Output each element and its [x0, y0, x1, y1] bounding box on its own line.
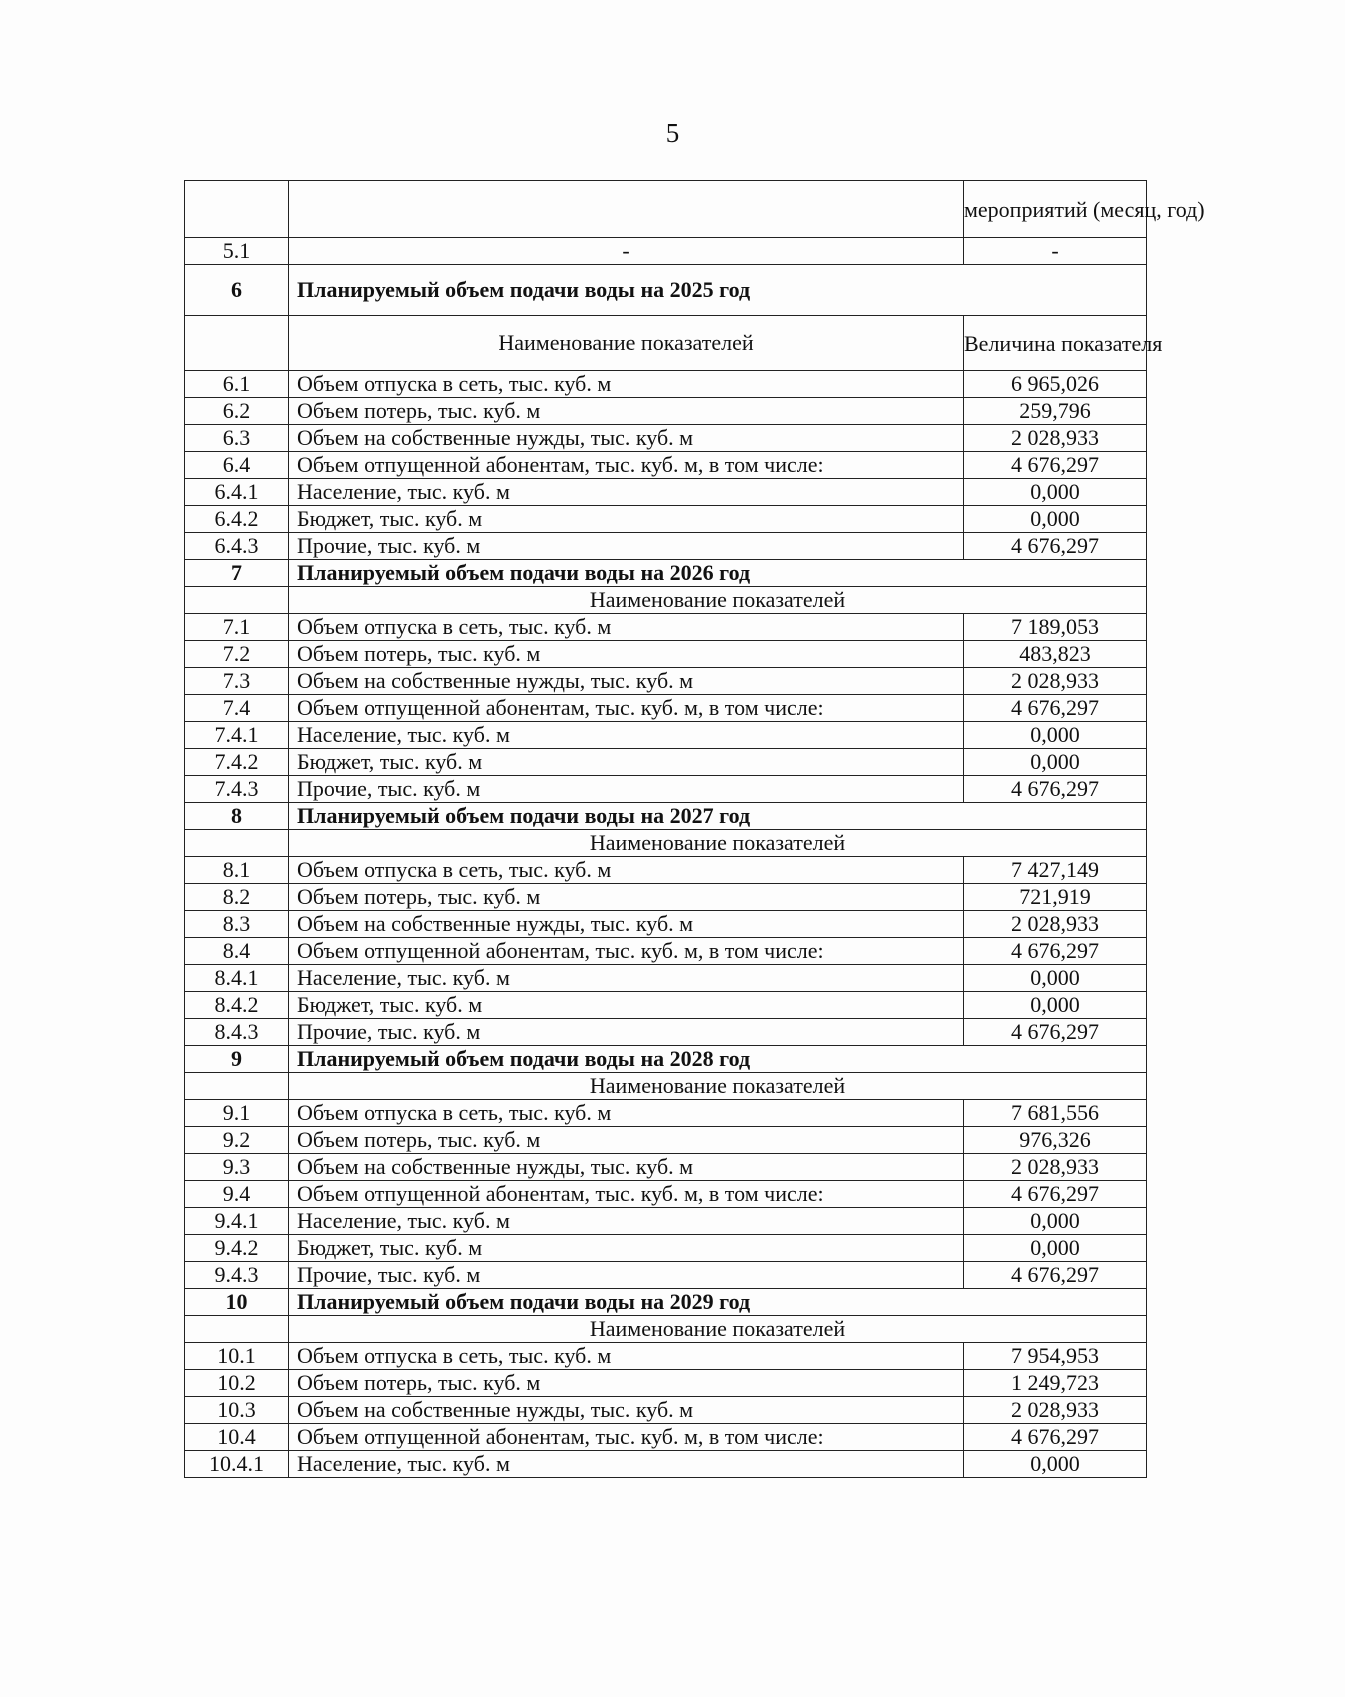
row-value: 2 028,933 — [964, 425, 1147, 452]
row-number: 6.4.2 — [185, 506, 289, 533]
row-name: Объем отпущенной абонентам, тыс. куб. м, в том числе: — [289, 1424, 964, 1451]
row-value: 0,000 — [964, 722, 1147, 749]
table-row — [185, 533, 1147, 560]
row-name: Население, тыс. куб. м — [289, 722, 964, 749]
table-row — [185, 1370, 1147, 1397]
water-supply-table — [184, 180, 1205, 1478]
row-number: 7.1 — [185, 614, 289, 641]
row-name: Объем потерь, тыс. куб. м — [289, 1370, 964, 1397]
table-row — [185, 884, 1147, 911]
row-name: Прочие, тыс. куб. м — [289, 1019, 964, 1046]
row-name: Прочие, тыс. куб. м — [289, 776, 964, 803]
row-number: 10.2 — [185, 1370, 289, 1397]
row-value: 7 954,953 — [964, 1343, 1147, 1370]
table-row — [185, 1208, 1147, 1235]
row-name: Население, тыс. куб. м — [289, 479, 964, 506]
row-name: Объем отпущенной абонентам, тыс. куб. м, в том числе: — [289, 452, 964, 479]
section-title-row — [185, 803, 1147, 830]
row-number: 7.4.2 — [185, 749, 289, 776]
name-header: Наименование показателей — [289, 830, 1147, 857]
row-number: 9.1 — [185, 1100, 289, 1127]
row-number: 7.3 — [185, 668, 289, 695]
row-name: Объем потерь, тыс. куб. м — [289, 1127, 964, 1154]
row-name: Объем отпуска в сеть, тыс. куб. м — [289, 1100, 964, 1127]
value-header: Величина показателя — [964, 316, 1147, 371]
row-name: Объем отпуска в сеть, тыс. куб. м — [289, 1343, 964, 1370]
section-title-row — [185, 1046, 1147, 1073]
row-value: 4 676,297 — [964, 1424, 1147, 1451]
table-row — [185, 857, 1147, 884]
row-value: 4 676,297 — [964, 533, 1147, 560]
table-row — [185, 776, 1147, 803]
section-title: Планируемый объем подачи воды на 2026 год — [289, 560, 1147, 587]
table-row — [185, 1154, 1147, 1181]
row-name: Объем отпуска в сеть, тыс. куб. м — [289, 371, 964, 398]
row-value: 4 676,297 — [964, 695, 1147, 722]
deadline-header: мероприятий (месяц, год) — [964, 181, 1147, 238]
row-value: 0,000 — [964, 479, 1147, 506]
table-row — [185, 506, 1147, 533]
row-number: 7.4.1 — [185, 722, 289, 749]
row-name: Объем на собственные нужды, тыс. куб. м — [289, 425, 964, 452]
row-number: 8.3 — [185, 911, 289, 938]
row-value: 7 189,053 — [964, 614, 1147, 641]
row-value: 483,823 — [964, 641, 1147, 668]
column-header-row — [185, 830, 1147, 857]
row-name: Объем на собственные нужды, тыс. куб. м — [289, 911, 964, 938]
table-body — [185, 181, 1205, 1478]
empty-cell — [185, 1316, 289, 1343]
row-number: 6.4.1 — [185, 479, 289, 506]
table-row — [185, 614, 1147, 641]
row-value: 4 676,297 — [964, 776, 1147, 803]
table-row — [185, 425, 1147, 452]
row-value: 2 028,933 — [964, 1397, 1147, 1424]
row-value: 7 427,149 — [964, 857, 1147, 884]
row-number: 10.1 — [185, 1343, 289, 1370]
row-number: 9.4.1 — [185, 1208, 289, 1235]
name-header: Наименование показателей — [289, 316, 964, 371]
empty-cell — [185, 1073, 289, 1100]
table-row — [185, 641, 1147, 668]
row-number: 5.1 — [185, 238, 289, 265]
table-row — [185, 749, 1147, 776]
table-row — [185, 398, 1147, 425]
row-name: Прочие, тыс. куб. м — [289, 1262, 964, 1289]
row-value: 4 676,297 — [964, 1181, 1147, 1208]
row-number: 6.4.3 — [185, 533, 289, 560]
row-number: 6.3 — [185, 425, 289, 452]
name-header: Наименование показателей — [289, 1316, 1147, 1343]
table-row — [185, 452, 1147, 479]
table-row — [185, 1397, 1147, 1424]
section-title: Планируемый объем подачи воды на 2027 год — [289, 803, 1147, 830]
row-name: Прочие, тыс. куб. м — [289, 533, 964, 560]
table-row — [185, 1127, 1147, 1154]
name-header: Наименование показателей — [289, 1073, 1147, 1100]
row-value: 0,000 — [964, 1235, 1147, 1262]
empty-cell — [185, 316, 289, 371]
table-row — [185, 1343, 1147, 1370]
row-value: 6 965,026 — [964, 371, 1147, 398]
row-name: Объем отпуска в сеть, тыс. куб. м — [289, 857, 964, 884]
row-name: Бюджет, тыс. куб. м — [289, 749, 964, 776]
row-name: Объем на собственные нужды, тыс. куб. м — [289, 1154, 964, 1181]
section-number: 8 — [185, 803, 289, 830]
column-header-row — [185, 587, 1147, 614]
table-row — [185, 371, 1147, 398]
table-row — [185, 1181, 1147, 1208]
row-number: 9.4 — [185, 1181, 289, 1208]
row-value: 4 676,297 — [964, 1262, 1147, 1289]
row-value: 0,000 — [964, 1208, 1147, 1235]
section-number: 7 — [185, 560, 289, 587]
row-value: 721,919 — [964, 884, 1147, 911]
row-name: Объем потерь, тыс. куб. м — [289, 398, 964, 425]
table-row — [185, 992, 1147, 1019]
row-name: Население, тыс. куб. м — [289, 1208, 964, 1235]
table-row — [185, 911, 1147, 938]
row-name: Объем на собственные нужды, тыс. куб. м — [289, 668, 964, 695]
row-value: 0,000 — [964, 965, 1147, 992]
row-value: 2 028,933 — [964, 911, 1147, 938]
row-value: 0,000 — [964, 992, 1147, 1019]
row-value: - — [964, 238, 1147, 265]
table-row — [185, 1424, 1147, 1451]
table-row — [185, 1100, 1147, 1127]
row-number: 6.1 — [185, 371, 289, 398]
section-number: 6 — [185, 265, 289, 316]
row-value: 4 676,297 — [964, 938, 1147, 965]
row-value: 0,000 — [964, 749, 1147, 776]
section-number: 10 — [185, 1289, 289, 1316]
row-value: 0,000 — [964, 1451, 1147, 1478]
row-name: Население, тыс. куб. м — [289, 1451, 964, 1478]
section-title: Планируемый объем подачи воды на 2025 год — [289, 265, 1147, 316]
row-number: 8.4.3 — [185, 1019, 289, 1046]
table-row — [185, 479, 1147, 506]
page-number: 5 — [665, 118, 680, 148]
row-value: 2 028,933 — [964, 1154, 1147, 1181]
empty-cell — [185, 830, 289, 857]
row-name: Объем потерь, тыс. куб. м — [289, 641, 964, 668]
row-value: 976,326 — [964, 1127, 1147, 1154]
row-number: 10.4.1 — [185, 1451, 289, 1478]
row-number: 7.4 — [185, 695, 289, 722]
row-name: Население, тыс. куб. м — [289, 965, 964, 992]
table-row — [185, 668, 1147, 695]
section-title: Планируемый объем подачи воды на 2028 год — [289, 1046, 1147, 1073]
row-number: 8.4 — [185, 938, 289, 965]
row-number: 6.4 — [185, 452, 289, 479]
table-row — [185, 1262, 1147, 1289]
section-number: 9 — [185, 1046, 289, 1073]
row-number: 7.2 — [185, 641, 289, 668]
table-row — [185, 1235, 1147, 1262]
row-number: 9.3 — [185, 1154, 289, 1181]
row-number: 7.4.3 — [185, 776, 289, 803]
row-number: 8.2 — [185, 884, 289, 911]
table-row — [185, 238, 1147, 265]
section-title-row — [185, 560, 1147, 587]
table-header-row — [185, 181, 1147, 238]
row-number: 8.1 — [185, 857, 289, 884]
row-value: 259,796 — [964, 398, 1147, 425]
name-header: Наименование показателей — [289, 587, 1147, 614]
table-row — [185, 1451, 1147, 1478]
row-value: 0,000 — [964, 506, 1147, 533]
row-number: 9.4.2 — [185, 1235, 289, 1262]
row-name: Объем отпущенной абонентам, тыс. куб. м, в том числе: — [289, 938, 964, 965]
table-row — [185, 965, 1147, 992]
row-value: 7 681,556 — [964, 1100, 1147, 1127]
row-value: 1 249,723 — [964, 1370, 1147, 1397]
row-name: Объем на собственные нужды, тыс. куб. м — [289, 1397, 964, 1424]
row-value: 2 028,933 — [964, 668, 1147, 695]
row-value: 4 676,297 — [964, 452, 1147, 479]
section-title-row — [185, 265, 1147, 316]
row-number: 8.4.2 — [185, 992, 289, 1019]
row-number: 10.3 — [185, 1397, 289, 1424]
empty-cell — [185, 587, 289, 614]
section-title: Планируемый объем подачи воды на 2029 год — [289, 1289, 1147, 1316]
row-number: 9.4.3 — [185, 1262, 289, 1289]
row-name: Объем потерь, тыс. куб. м — [289, 884, 964, 911]
row-name: Бюджет, тыс. куб. м — [289, 1235, 964, 1262]
table-row — [185, 722, 1147, 749]
table-row — [185, 695, 1147, 722]
table-row — [185, 1019, 1147, 1046]
row-name: Бюджет, тыс. куб. м — [289, 506, 964, 533]
row-name: Бюджет, тыс. куб. м — [289, 992, 964, 1019]
row-number: 8.4.1 — [185, 965, 289, 992]
column-header-row — [185, 316, 1147, 371]
row-number: 6.2 — [185, 398, 289, 425]
row-value: 4 676,297 — [964, 1019, 1147, 1046]
row-number: 10.4 — [185, 1424, 289, 1451]
row-name: Объем отпущенной абонентам, тыс. куб. м, в том числе: — [289, 1181, 964, 1208]
column-header-row — [185, 1316, 1147, 1343]
empty-cell — [289, 181, 964, 238]
row-number: 9.2 — [185, 1127, 289, 1154]
column-header-row — [185, 1073, 1147, 1100]
table-row — [185, 938, 1147, 965]
row-name: Объем отпуска в сеть, тыс. куб. м — [289, 614, 964, 641]
row-name: Объем отпущенной абонентам, тыс. куб. м, в том числе: — [289, 695, 964, 722]
row-name: - — [289, 238, 964, 265]
empty-cell — [185, 181, 289, 238]
section-title-row — [185, 1289, 1147, 1316]
